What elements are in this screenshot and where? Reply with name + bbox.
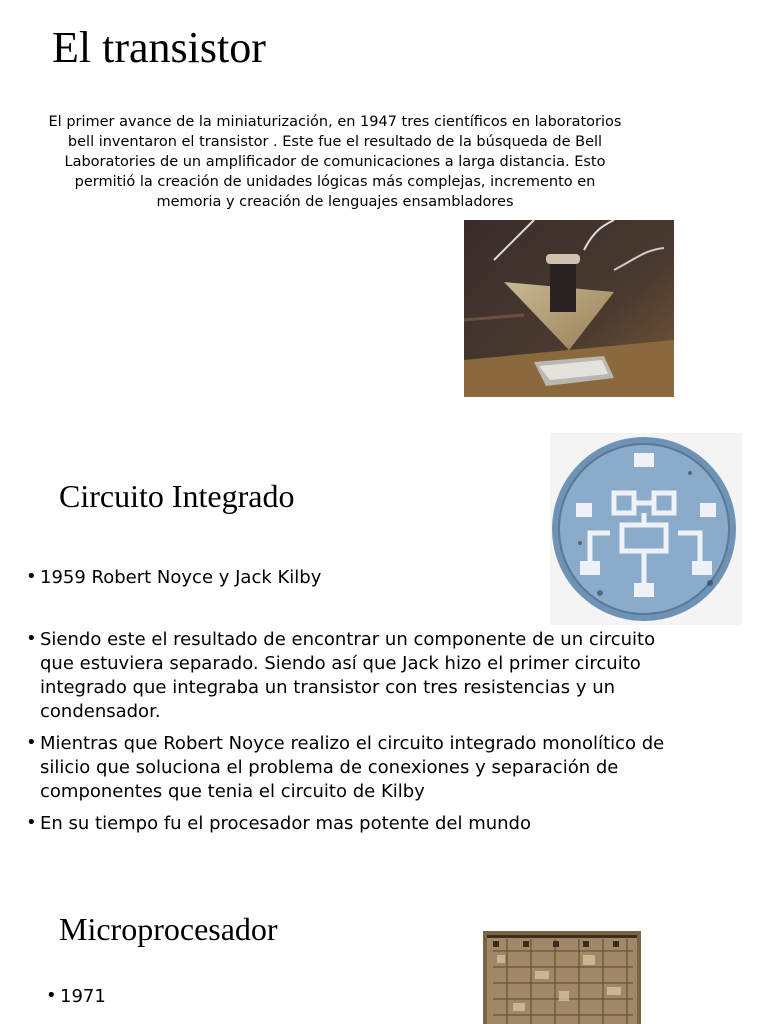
transistor-title: El transistor — [52, 23, 266, 72]
list-item — [26, 566, 676, 590]
bullet-icon: • — [26, 566, 37, 587]
list-item-text: En su tiempo fu el procesador mas potente del mundo — [40, 813, 531, 834]
list-item — [26, 812, 676, 836]
microprocesador-title: Microprocesador — [59, 911, 278, 947]
bullet-icon: • — [26, 628, 37, 649]
list-item-text: Siendo este el resultado de encontrar un componente de un circuito que estuviera separado. Siendo así que Jack hizo el primer circuito integrado que integraba un transistor con tres resistencias y un condensador. — [40, 629, 656, 722]
list-item — [26, 732, 676, 804]
bullet-icon: • — [26, 732, 37, 753]
microprocessor-photo — [483, 931, 641, 1024]
list-item-text: 1959 Robert Noyce y Jack Kilby — [40, 567, 322, 588]
circuito-title: Circuito Integrado — [59, 478, 295, 514]
transistor-description: El primer avance de la miniaturización, en 1947 tres científicos en laboratorios bell inventaron el transistor . Este fue el resultado de la búsqueda de Bell Laboratories de un amplificador de comunicaciones a larga distancia. Esto permitió la creación de unidades lógicas más complejas, incremento en memoria y creación de lenguajes ensambladores — [48, 114, 622, 210]
list-item-text: 1971 — [60, 986, 106, 1007]
list-item-text: Mientras que Robert Noyce realizo el circuito integrado monolítico de silicio que soluciona el problema de conexiones y separación de componentes que tenia el circuito de Kilby — [40, 733, 665, 802]
integrated-circuit-photo — [550, 433, 742, 625]
transistor-photo — [464, 220, 674, 397]
list-item — [26, 628, 676, 724]
bullet-icon: • — [46, 985, 57, 1006]
bullet-icon: • — [26, 812, 37, 833]
